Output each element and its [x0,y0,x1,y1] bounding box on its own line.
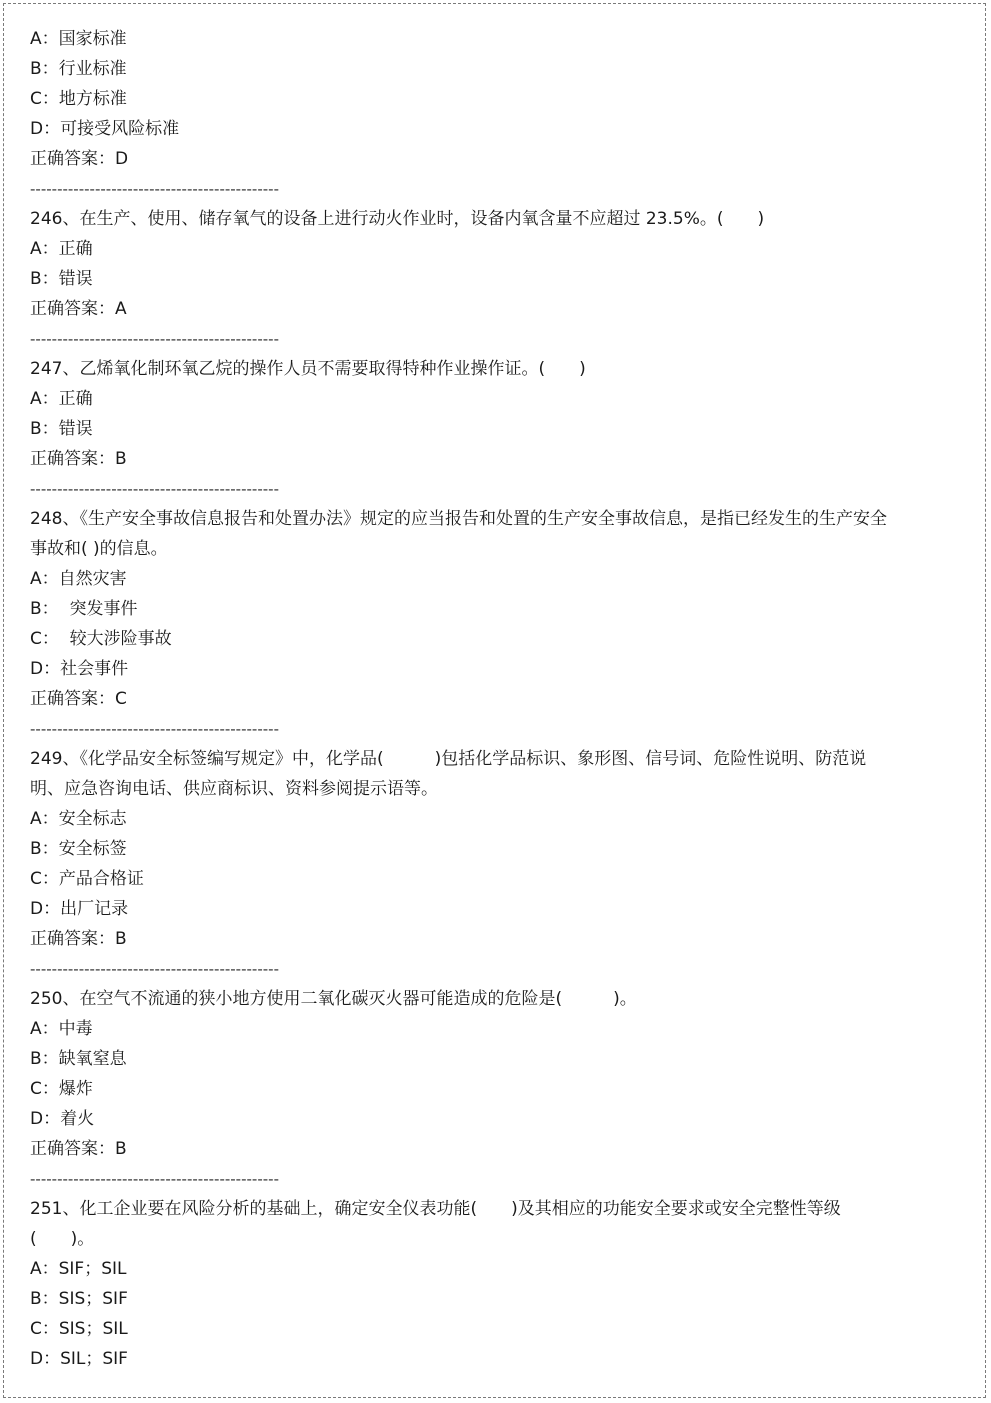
option-d: D：可接受风险标准 [30,119,180,139]
option-a: A：安全标志 [30,809,127,829]
correct-answer: 正确答案：C [30,689,127,709]
question-text: 246、在生产、使用、储存氧气的设备上进行动火作业时，设备内氧含量不应超过 23.5%。( ) [30,209,765,229]
question-text: 251、化工企业要在风险分析的基础上，确定安全仪表功能( )及其相应的功能安全要求或安全完整性等级( )。 [30,1199,841,1249]
question-block-250 [30,984,890,1164]
question-block-248 [30,504,890,714]
separator: ---------------------------------------------- [30,180,279,198]
option-d: D：SIL；SIF [30,1349,128,1369]
option-b: B：行业标准 [30,59,127,79]
option-c: C：爆炸 [30,1079,93,1099]
separator: ---------------------------------------------- [30,1170,279,1188]
option-a: A：正确 [30,389,93,409]
question-block-251 [30,1194,890,1374]
option-b: B：缺氧窒息 [30,1049,127,1069]
separator: ---------------------------------------------- [30,720,279,738]
separator: ---------------------------------------------- [30,330,279,348]
correct-answer: 正确答案：D [30,149,129,169]
option-c: C：产品合格证 [30,869,144,889]
correct-answer: 正确答案：B [30,929,127,949]
question-text: 248、《生产安全事故信息报告和处置办法》规定的应当报告和处置的生产安全事故信息，是指已经发生的生产安全事故和( )的信息。 [30,509,887,559]
option-a: A：中毒 [30,1019,93,1039]
question-text: 250、在空气不流通的狭小地方使用二氧化碳灭火器可能造成的危险是( )。 [30,989,637,1009]
option-c: C：SIS；SIL [30,1319,128,1339]
option-b: B：安全标签 [30,839,127,859]
correct-answer: 正确答案：B [30,449,127,469]
option-a: A：SIF；SIL [30,1259,127,1279]
option-b: B：错误 [30,419,93,439]
correct-answer: 正确答案：A [30,299,127,319]
question-text: 249、《化学品安全标签编写规定》中，化学品( )包括化学品标识、象形图、信号词、危险性说明、防范说明、应急咨询电话、供应商标识、资料参阅提示语等。 [30,749,867,799]
option-c: C：地方标准 [30,89,127,109]
separator: ---------------------------------------------- [30,960,279,978]
question-block-247 [30,354,890,474]
option-b: B： 突发事件 [30,599,138,619]
option-b: B：SIS；SIF [30,1289,128,1309]
option-b: B：错误 [30,269,93,289]
option-d: D：着火 [30,1109,95,1129]
question-list [30,24,890,1374]
separator: ---------------------------------------------- [30,480,279,498]
option-a: A：国家标准 [30,29,127,49]
question-block-249 [30,744,890,954]
option-d: D：社会事件 [30,659,129,679]
correct-answer: 正确答案：B [30,1139,127,1159]
question-block-245 [30,24,890,174]
option-c: C： 较大涉险事故 [30,629,172,649]
option-d: D：出厂记录 [30,899,129,919]
option-a: A：自然灾害 [30,569,127,589]
question-text: 247、乙烯氧化制环氧乙烷的操作人员不需要取得特种作业操作证。( ) [30,359,586,379]
question-block-246 [30,204,890,324]
option-a: A：正确 [30,239,93,259]
